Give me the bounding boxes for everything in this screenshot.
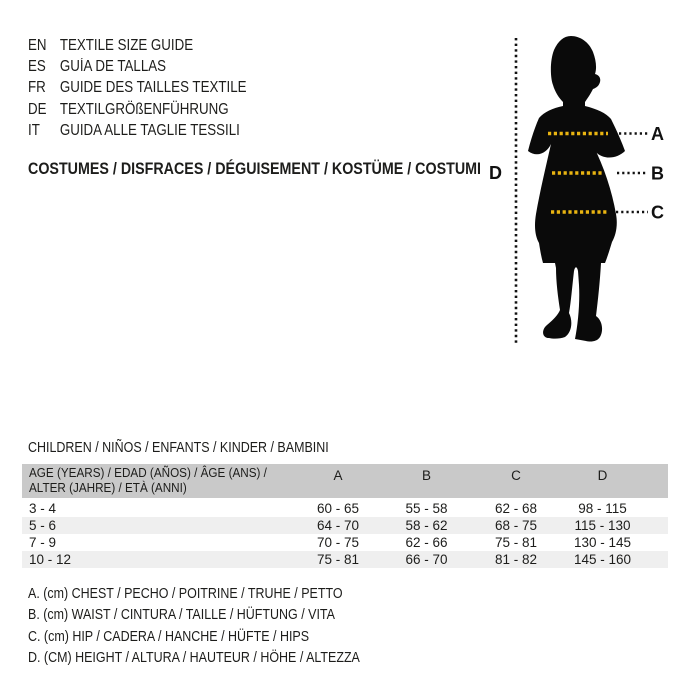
language-code: FR [28, 79, 46, 97]
language-row-it [28, 120, 247, 141]
height-cell: 130 - 145 [573, 535, 632, 550]
age-column-header [22, 466, 294, 495]
section-title-children: CHILDREN / NIÑOS / ENFANTS / KINDER / BAMBINI [28, 440, 329, 456]
column-header-c: C [511, 468, 521, 483]
waist-cell: 62 - 66 [405, 535, 448, 550]
language-row-fr [28, 78, 247, 99]
column-header-a: A [333, 468, 343, 483]
age-header-line2: ALTER (JAHRE) / ETÀ (ANNI) [29, 479, 187, 495]
height-cell: 145 - 160 [573, 552, 632, 567]
language-code: IT [28, 121, 40, 139]
table-row [22, 551, 668, 568]
chest-cell: 70 - 75 [316, 535, 360, 550]
age-cell: 3 - 4 [29, 501, 57, 516]
hip-cell: 68 - 75 [494, 518, 538, 533]
hip-cell: 62 - 68 [494, 501, 538, 516]
waist-label: B [651, 163, 664, 184]
measurement-legend [28, 584, 414, 670]
language-code: DE [28, 100, 47, 118]
chest-cell: 64 - 70 [316, 518, 360, 533]
language-code: EN [28, 36, 47, 54]
language-row-de [28, 99, 247, 120]
column-header-d: D [597, 468, 608, 483]
height-cell: 98 - 115 [578, 501, 627, 516]
language-code: ES [28, 57, 46, 75]
table-header-row [22, 464, 668, 498]
waist-cell: 58 - 62 [405, 518, 448, 533]
age-header-line1: AGE (YEARS) / EDAD (AÑOS) / ÂGE (ANS) / [29, 465, 267, 480]
chest-cell: 75 - 81 [316, 552, 360, 567]
language-list [28, 35, 282, 141]
language-guide-title: GUIDE DES TAILLES TEXTILE [59, 79, 247, 97]
category-title: COSTUMES / DISFRACES / DÉGUISEMENT / KOSTÜME / COSTUMI [28, 159, 482, 178]
language-row-es [28, 56, 247, 77]
height-cell: 115 - 130 [574, 518, 631, 533]
language-guide-title: TEXTILGRÖßENFÜHRUNG [59, 100, 229, 118]
legend-chest: A. (cm) CHEST / PECHO / POITRINE / TRUHE / PETTO [28, 586, 343, 602]
language-guide-title: GUÍA DE TALLAS [59, 57, 167, 75]
hip-cell: 75 - 81 [494, 535, 538, 550]
table-body [22, 500, 668, 568]
legend-height: D. (CM) HEIGHT / ALTURA / HAUTEUR / HÖHE / ALTEZZA [28, 650, 360, 667]
waist-cell: 66 - 70 [405, 552, 448, 567]
column-header-b: B [421, 468, 431, 483]
chest-cell: 60 - 65 [316, 501, 360, 516]
hip-label: C [651, 202, 664, 223]
table-row [22, 500, 668, 517]
waist-cell: 55 - 58 [405, 501, 448, 516]
chest-label: A [651, 124, 664, 144]
language-guide-title: TEXTILE SIZE GUIDE [59, 36, 194, 54]
size-table [22, 464, 668, 568]
age-cell: 5 - 6 [29, 518, 57, 533]
language-row-en [28, 35, 247, 56]
table-row [22, 517, 668, 534]
measurement-figure [480, 20, 700, 360]
age-cell: 7 - 9 [29, 535, 57, 550]
table-row [22, 534, 668, 551]
age-cell: 10 - 12 [29, 552, 72, 567]
height-label: D [489, 163, 502, 183]
legend-waist: B. (cm) WAIST / CINTURA / TAILLE / HÜFTUNG / VITA [28, 607, 335, 624]
child-silhouette [528, 36, 625, 342]
legend-hip: C. (cm) HIP / CADERA / HANCHE / HÜFTE / HIPS [28, 628, 310, 645]
hip-cell: 81 - 82 [494, 552, 538, 567]
language-guide-title: GUIDA ALLE TAGLIE TESSILI [59, 121, 240, 139]
